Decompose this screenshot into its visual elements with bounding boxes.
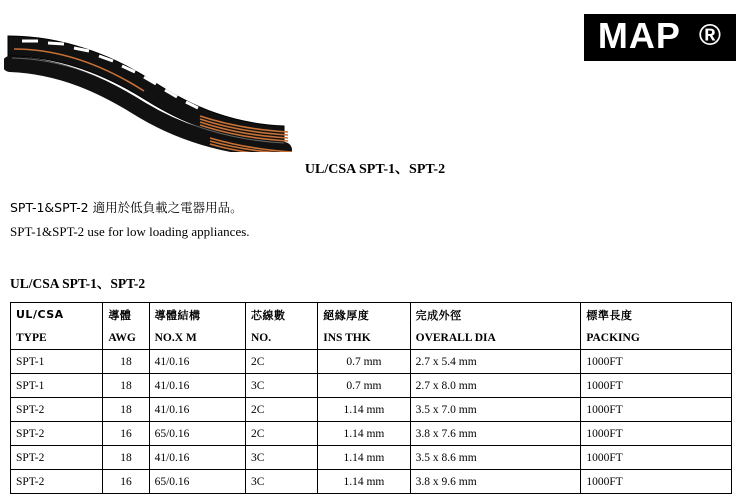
cell-type: SPT-1 — [11, 374, 103, 398]
cell-ins-thk: 0.7 mm — [318, 350, 410, 374]
cell-overall-dia: 3.8 x 7.6 mm — [410, 422, 581, 446]
header-packing: PACKING — [581, 326, 732, 350]
header-ulcsa: UL/CSA — [11, 303, 103, 327]
cell-noxm: 41/0.16 — [149, 398, 245, 422]
spt-cable-illustration — [4, 12, 304, 157]
cell-awg: 18 — [103, 374, 149, 398]
header-core-count: 芯線數 — [245, 303, 317, 327]
cell-type: SPT-1 — [11, 350, 103, 374]
description-block — [10, 196, 750, 244]
cell-noxm: 41/0.16 — [149, 350, 245, 374]
header-standard-length: 標準長度 — [581, 303, 732, 327]
header-ins-thk: INS THK — [318, 326, 410, 350]
cell-packing: 1000FT — [581, 422, 732, 446]
cell-type: SPT-2 — [11, 422, 103, 446]
cell-packing: 1000FT — [581, 446, 732, 470]
table-header-row-cn — [11, 303, 732, 327]
cell-no: 2C — [245, 350, 317, 374]
cell-packing: 1000FT — [581, 398, 732, 422]
cell-overall-dia: 2.7 x 5.4 mm — [410, 350, 581, 374]
cell-packing: 1000FT — [581, 470, 732, 494]
brand-name: MAP — [597, 15, 681, 56]
cable-drawing-svg — [4, 12, 304, 152]
header-overall-diameter: 完成外徑 — [410, 303, 581, 327]
cell-ins-thk: 1.14 mm — [318, 422, 410, 446]
cell-overall-dia: 3.5 x 8.6 mm — [410, 446, 581, 470]
cell-type: SPT-2 — [11, 470, 103, 494]
cell-awg: 16 — [103, 422, 149, 446]
cell-noxm: 65/0.16 — [149, 470, 245, 494]
cell-awg: 18 — [103, 446, 149, 470]
header-no: NO. — [245, 326, 317, 350]
cell-no: 2C — [245, 398, 317, 422]
cell-type: SPT-2 — [11, 446, 103, 470]
cell-no: 3C — [245, 446, 317, 470]
header-conductor-structure: 導體結構 — [149, 303, 245, 327]
header-type: TYPE — [11, 326, 103, 350]
table-row — [11, 446, 732, 470]
document-header — [0, 0, 750, 150]
cell-no: 3C — [245, 374, 317, 398]
cell-no: 2C — [245, 422, 317, 446]
header-conductor: 導體 — [103, 303, 149, 327]
header-insulation-thickness: 絕緣厚度 — [318, 303, 410, 327]
table-row — [11, 398, 732, 422]
cell-noxm: 65/0.16 — [149, 422, 245, 446]
cell-ins-thk: 1.14 mm — [318, 446, 410, 470]
cell-awg: 18 — [103, 398, 149, 422]
specification-table — [10, 302, 732, 494]
cell-noxm: 41/0.16 — [149, 446, 245, 470]
header-noxm: NO.X M — [149, 326, 245, 350]
table-body — [11, 350, 732, 494]
cell-overall-dia: 3.8 x 9.6 mm — [410, 470, 581, 494]
cell-awg: 18 — [103, 350, 149, 374]
cell-ins-thk: 0.7 mm — [318, 374, 410, 398]
description-line-en: SPT-1&SPT-2 use for low loading appliances. — [10, 224, 250, 239]
cell-ins-thk: 1.14 mm — [318, 470, 410, 494]
table-header — [11, 303, 732, 350]
table-row — [11, 374, 732, 398]
cell-ins-thk: 1.14 mm — [318, 398, 410, 422]
cell-overall-dia: 3.5 x 7.0 mm — [410, 398, 581, 422]
cell-packing: 1000FT — [581, 350, 732, 374]
cell-type: SPT-2 — [11, 398, 103, 422]
brand-logo — [584, 14, 736, 61]
section-title: UL/CSA SPT-1、SPT-2 — [10, 276, 146, 291]
cell-overall-dia: 2.7 x 8.0 mm — [410, 374, 581, 398]
header-awg: AWG — [103, 326, 149, 350]
page-title: UL/CSA SPT-1、SPT-2 — [304, 162, 446, 177]
table-row — [11, 350, 732, 374]
cell-packing: 1000FT — [581, 374, 732, 398]
description-line-cn: SPT-1&SPT-2 適用於低負載之電器用品。 — [10, 200, 243, 215]
header-overall-dia: OVERALL DIA — [410, 326, 581, 350]
cell-no: 3C — [245, 470, 317, 494]
cell-awg: 16 — [103, 470, 149, 494]
table-header-row-en — [11, 326, 732, 350]
table-row — [11, 422, 732, 446]
cell-noxm: 41/0.16 — [149, 374, 245, 398]
table-row — [11, 470, 732, 494]
registered-trademark-icon: ® — [698, 19, 722, 53]
